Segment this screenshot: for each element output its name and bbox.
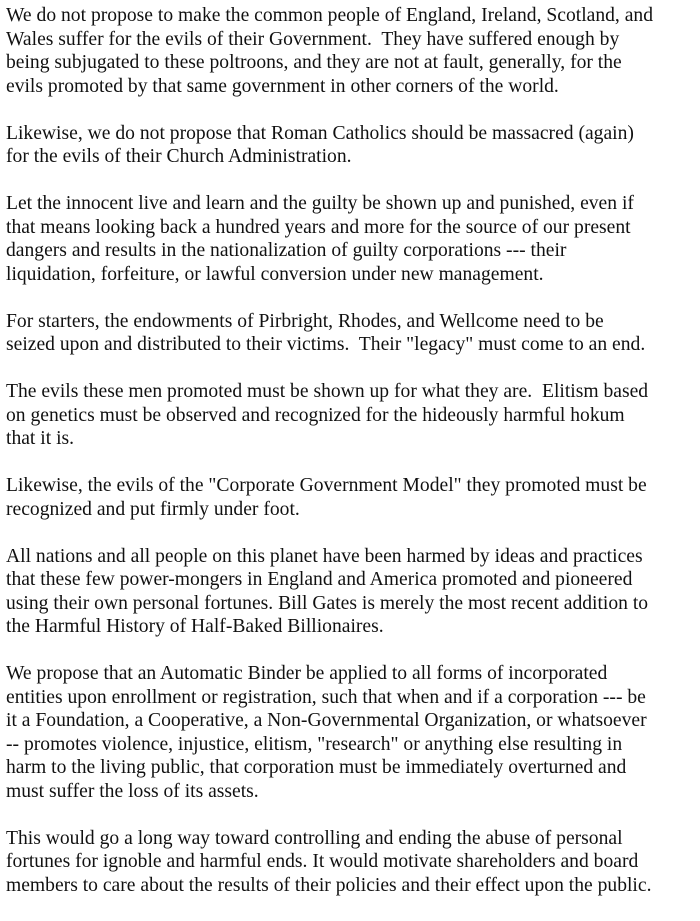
text-line: Let the innocent live and learn and the guilty be shown up and punished, even if bbox=[6, 193, 634, 214]
text-line: We do not propose to make the common people of England, Ireland, Scotland, and bbox=[6, 5, 654, 26]
text-line: that these few power-mongers in England and America promoted and pioneered bbox=[6, 569, 633, 590]
text-line: it a Foundation, a Cooperative, a Non-Governmental Organization, or whatsoever bbox=[6, 710, 647, 731]
paragraph-automatic-binder bbox=[6, 662, 698, 803]
paragraph-endowments bbox=[6, 310, 698, 357]
text-line: Likewise, we do not propose that Roman Catholics should be massacred (again) bbox=[6, 122, 634, 144]
text-line: Wales suffer for the evils of their Government. They have suffered enough by bbox=[6, 28, 620, 50]
text-line: using their own personal fortunes. Bill Gates is merely the most recent addition to bbox=[6, 592, 649, 614]
text-line: harm to the living public, that corporation must be immediately overturned and bbox=[6, 757, 627, 778]
text-line: liquidation, forfeiture, or lawful conversion under new management. bbox=[6, 263, 544, 285]
text-line: must suffer the loss of its assets. bbox=[6, 780, 259, 802]
text-line: The evils these men promoted must be shown up for what they are. Elitism based bbox=[6, 381, 649, 402]
paragraph-roman-catholics bbox=[6, 122, 698, 169]
text-line: that it is. bbox=[6, 428, 75, 449]
paragraph-common-people bbox=[6, 4, 698, 98]
text-line: This would go a long way toward controlling and ending the abuse of personal bbox=[6, 827, 623, 849]
paragraph-elitism bbox=[6, 380, 698, 451]
text-line: on genetics must be observed and recognized for the hideously harmful hokum bbox=[6, 404, 625, 426]
text-line: -- promotes violence, injustice, elitism, "research" or anything else resulting in bbox=[6, 733, 623, 755]
text-line: the Harmful History of Half-Baked Billionaires. bbox=[6, 616, 384, 637]
text-line: members to care about the results of their policies and their effect upon the public. bbox=[6, 874, 652, 896]
text-line: entities upon enrollment or registration, such that when and if a corporation --- be bbox=[6, 686, 646, 708]
document-page bbox=[6, 4, 698, 921]
text-line: For starters, the endowments of Pirbright, Rhodes, and Wellcome need to be bbox=[6, 310, 604, 332]
paragraph-all-nations bbox=[6, 545, 698, 639]
text-line: being subjugated to these poltroons, and they are not at fault, generally, for the bbox=[6, 52, 622, 73]
text-line: recognized and put firmly under foot. bbox=[6, 498, 300, 520]
paragraph-corporate-government-model bbox=[6, 474, 698, 521]
text-line: fortunes for ignoble and harmful ends. It would motivate shareholders and board bbox=[6, 851, 639, 872]
paragraph-conclusion bbox=[6, 827, 698, 898]
text-line: Likewise, the evils of the "Corporate Government Model" they promoted must be bbox=[6, 475, 647, 496]
text-line: seized upon and distributed to their victims. Their "legacy" must come to an end. bbox=[6, 334, 646, 355]
text-line: for the evils of their Church Administration. bbox=[6, 146, 352, 167]
text-line: All nations and all people on this planet have been harmed by ideas and practices bbox=[6, 545, 643, 567]
text-line: evils promoted by that same government in other corners of the world. bbox=[6, 75, 559, 97]
text-line: We propose that an Automatic Binder be applied to all forms of incorporated bbox=[6, 663, 608, 684]
text-line: that means looking back a hundred years and more for the source of our present bbox=[6, 216, 631, 238]
text-line: dangers and results in the nationalization of guilty corporations --- their bbox=[6, 240, 567, 261]
paragraph-innocent-and-guilty bbox=[6, 192, 698, 286]
